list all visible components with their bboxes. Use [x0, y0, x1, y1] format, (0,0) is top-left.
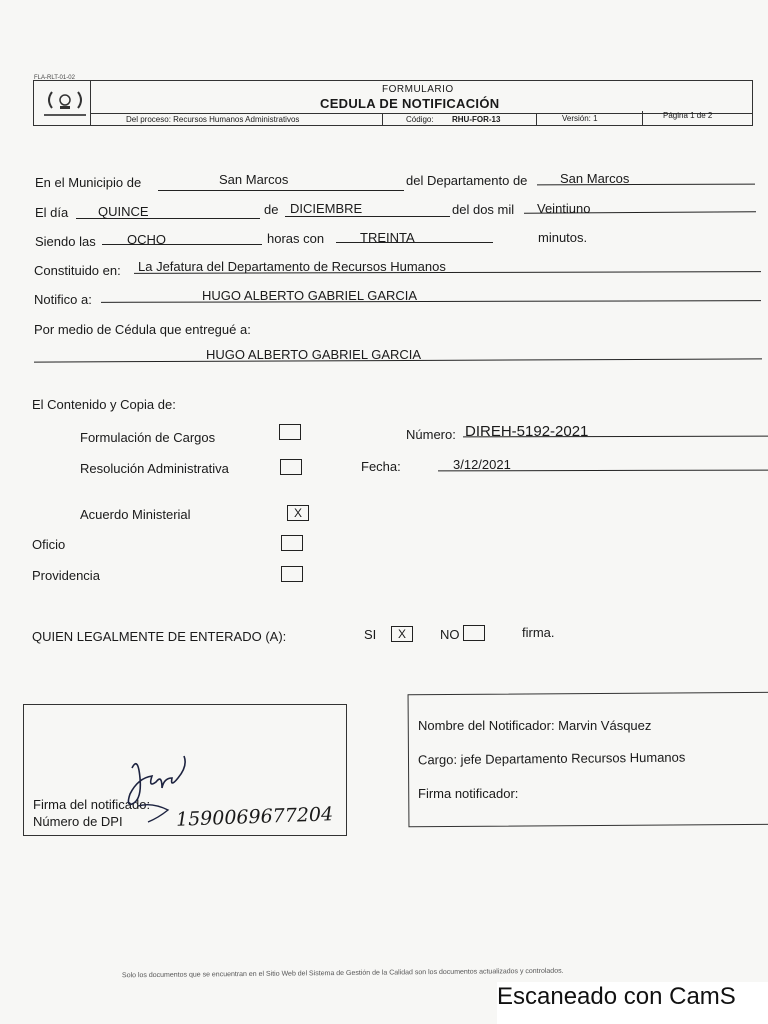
firma-notificado-label: Firma del notificado:: [33, 797, 151, 812]
hora-underline: [102, 244, 262, 245]
scan-watermark: Escaneado con CamS: [497, 982, 768, 1024]
departamento-label: del Departamento de: [406, 173, 528, 188]
dia-value: QUINCE: [98, 204, 149, 219]
siendo-label: Siendo las: [35, 234, 96, 249]
acuerdo-checkbox[interactable]: X: [287, 505, 309, 521]
notificador-nombre: Nombre del Notificador: Marvin Vásquez: [418, 718, 652, 733]
constituido-label: Constituido en:: [34, 263, 121, 278]
header-divider-vertical: [90, 81, 91, 125]
minutos-label: minutos.: [538, 230, 588, 245]
cedula-value: HUGO ALBERTO GABRIEL GARCIA: [206, 347, 422, 362]
header-divider-pagina: [642, 111, 643, 125]
formulacion-label: Formulación de Cargos: [80, 430, 216, 445]
oficio-checkbox[interactable]: [281, 535, 303, 551]
no-checkbox[interactable]: [463, 625, 485, 641]
cedula-label: Por medio de Cédula que entregué a:: [34, 322, 251, 337]
footer-note: Solo los documentos que se encuentran en el Sitio Web del Sistema de Gestión de la Calidad son los documentos actualizados y controlados.: [121, 967, 564, 980]
providencia-label: Providencia: [32, 568, 100, 583]
header-codigo: RHU-FOR-13: [452, 115, 501, 124]
no-label: NO: [440, 627, 460, 642]
header-proceso: Del proceso: Recursos Humanos Administrativos: [126, 115, 300, 124]
firma-label: firma.: [522, 625, 555, 640]
notifico-label: Notifico a:: [34, 292, 92, 307]
header-divider-codigo: [382, 113, 383, 125]
fecha-label: Fecha:: [361, 459, 401, 474]
page-title: CEDULA DE NOTIFICACIÓN: [320, 96, 500, 111]
dpi-value: 1590069677204: [175, 803, 334, 831]
municipio-underline: [158, 190, 404, 191]
oficio-label: Oficio: [32, 537, 66, 552]
numero-label: Número:: [406, 427, 456, 442]
form-code: FLA-RLT-01-02: [34, 75, 75, 81]
header-version: Versión: 1: [562, 114, 598, 123]
institution-logo: [40, 86, 90, 120]
notifico-value: HUGO ALBERTO GABRIEL GARCIA: [202, 288, 418, 303]
municipio-label: En el Municipio de: [35, 175, 142, 190]
dia-label: El día: [35, 205, 69, 220]
departamento-value: San Marcos: [560, 171, 630, 186]
header-pagina: Página 1 de 2: [663, 111, 713, 120]
enterado-label: QUIEN LEGALMENTE DE ENTERADO (A):: [32, 629, 287, 644]
si-label: SI: [364, 627, 377, 642]
header-divider-version: [536, 113, 537, 125]
minutos-value: TREINTA: [360, 230, 415, 245]
notifico-underline: [101, 300, 761, 303]
si-checkbox[interactable]: X: [391, 626, 413, 642]
resolucion-checkbox[interactable]: [280, 459, 302, 475]
acuerdo-label: Acuerdo Ministerial: [80, 507, 191, 522]
hora-value: OCHO: [127, 232, 166, 247]
anio-label: del dos mil: [452, 202, 515, 217]
formulacion-checkbox[interactable]: [279, 424, 301, 440]
signature-mark: [118, 748, 198, 828]
resolucion-label: Resolución Administrativa: [80, 461, 229, 476]
header-divider-horizontal: [90, 113, 752, 114]
anio-value: Veintiuno: [537, 201, 591, 216]
horas-con-label: horas con: [267, 231, 325, 246]
constituido-value: La Jefatura del Departamento de Recursos Humanos: [138, 259, 446, 274]
mes-underline: [285, 216, 450, 217]
providencia-checkbox[interactable]: [281, 566, 303, 582]
header-formulario: FORMULARIO: [382, 84, 454, 95]
notificador-cargo: Cargo: jefe Departamento Recursos Humanos: [417, 749, 686, 768]
dpi-label: Número de DPI: [33, 814, 123, 829]
municipio-value: San Marcos: [219, 172, 289, 187]
header-codigo-label: Código:: [406, 115, 434, 124]
mes-value: DICIEMBRE: [290, 201, 363, 216]
notificador-firma: Firma notificador:: [418, 786, 519, 801]
fecha-value: 3/12/2021: [453, 457, 511, 472]
numero-value: DIREH-5192-2021: [465, 423, 589, 440]
de-label: de: [264, 202, 279, 217]
contenido-label: El Contenido y Copia de:: [32, 397, 176, 412]
